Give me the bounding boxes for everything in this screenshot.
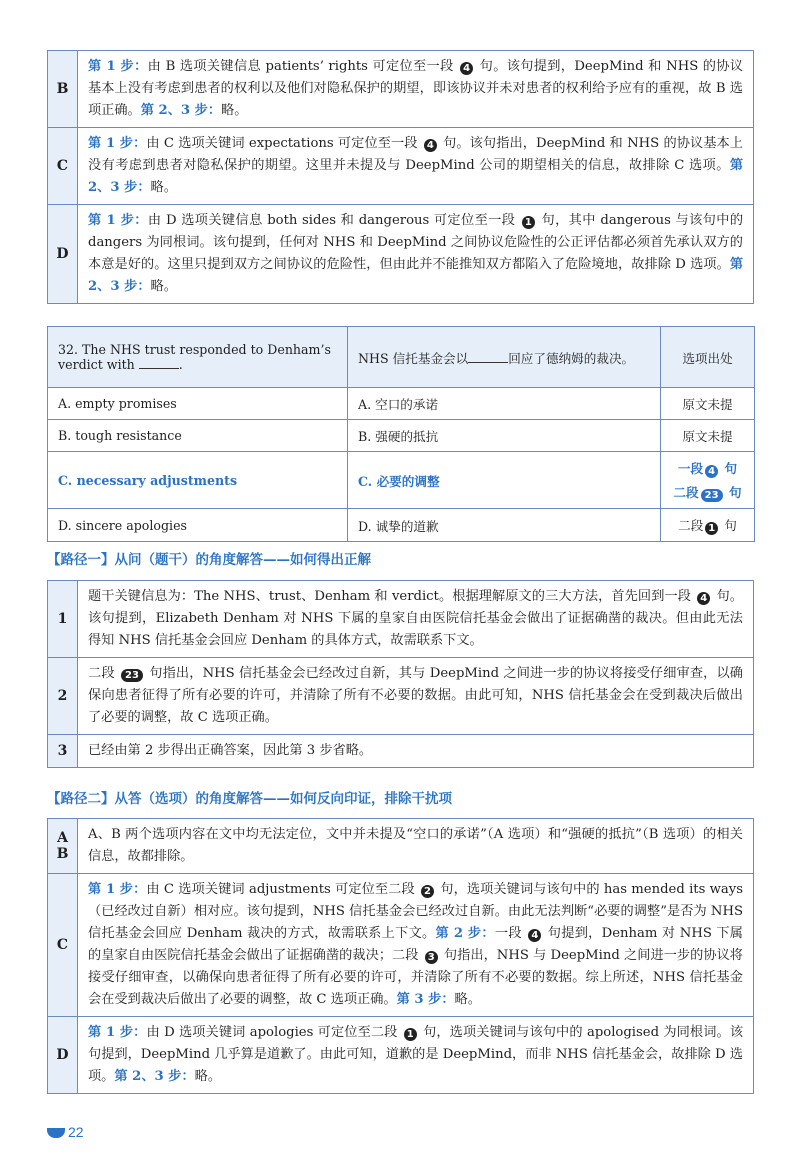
option-cn: A. 空口的承诺 — [348, 388, 661, 420]
row-text — [78, 1017, 754, 1094]
page-footer — [47, 1124, 84, 1140]
row-text — [78, 51, 754, 128]
text-run: 句，其中 dangerous 与该句中的 dangers 为同根词。该句提到，任何对 NHS 和 DeepMind 之间协议危险性的公正评估都必须首先承认双方的本意是好的。这里只提到双方之间协议的危险性，但由此并不能推知双方都陷入了危险境地，故排除 D 选项。 — [88, 213, 744, 272]
path1-heading: 【路径一】从问（题干）的角度解答——如何得出正解 — [47, 552, 371, 568]
option-source: 原文未提 — [661, 420, 755, 452]
option-row — [48, 420, 755, 452]
row-text — [78, 128, 754, 205]
option-cn: C. 必要的调整 — [348, 452, 661, 509]
text-run: 句指出，NHS 与 DeepMind 之间进一步的协议将接受仔细审查，以确保向患者征得了所有必要的许可，并清除了所有不必要的数据。综上所述，NHS 信托基金会在受到裁决后做出了必要的调整，故 C 选项正确。 — [88, 948, 743, 1007]
text-run: 略。 — [150, 180, 177, 195]
row-text — [78, 874, 754, 1017]
path2-table — [47, 818, 754, 1094]
circled-number-icon: 1 — [404, 1028, 417, 1041]
option-row — [48, 452, 755, 509]
text-run: 题干关键信息为：The NHS、trust、Denham 和 verdict。根据理解原文的三大方法，首先回到一段 — [88, 589, 696, 604]
text-run: 一段 — [494, 926, 527, 941]
row-text — [78, 658, 754, 735]
row-label: A B — [48, 819, 78, 874]
option-en: B. tough resistance — [48, 420, 348, 452]
text-run: 略。 — [194, 1069, 222, 1084]
option-source: 原文未提 — [661, 388, 755, 420]
path2-heading: 【路径二】从答（选项）的角度解答——如何反向印证，排除干扰项 — [47, 791, 452, 807]
analysis-row — [48, 658, 754, 735]
step-label: 第 2、3 步： — [140, 103, 222, 118]
text-run: 句，选项关键词与该句中的 apologised 为同根词。该句提到，DeepMind 几乎算是道歉了。由此可知，道歉的是 DeepMind，而非 NHS 信托基金会，故排除 D 选项。 — [88, 1025, 744, 1084]
source-line: 二段 23 句 — [673, 485, 742, 501]
text-run: 句，选项关键词与该句中的 has mended its ways（已经改过自新）相对应。该句提到，NHS 信托基金会已经改过自新。由此无法判断“必要的调整”是否为 NHS 信托基金会回应 Denham 裁决的方式，故需联系上下文。 — [88, 882, 744, 941]
row-label: 1 — [48, 581, 78, 658]
option-en: D. sincere apologies — [48, 509, 348, 542]
text-run: 句。该句提到，Elizabeth Denham 对 NHS 下属的皇家自由医院信托基金会做出了证据确凿的裁决。但由此无法得知 NHS 信托基金会回应 Denham 的具体方式，故需联系下文。 — [88, 589, 743, 648]
circled-number-icon: 23 — [121, 669, 143, 682]
circled-number-icon: 1 — [705, 522, 718, 535]
source-line: 一段 4 句 — [677, 461, 738, 477]
row-text — [78, 819, 754, 874]
analysis-row — [48, 128, 754, 205]
option-en: A. empty promises — [48, 388, 348, 420]
step-label: 第 1 步： — [88, 1025, 147, 1040]
row-text — [78, 735, 754, 768]
text-run: 句提到，Denham 对 NHS 下属的皇家自由医院信托基金会做出了证据确凿的裁决；二段 — [88, 926, 743, 963]
text-run: 句。该句提到，DeepMind 和 NHS 的协议基本上没有考虑到患者的权利以及他们对隐私保护的期望，即该协议并未对患者的权利给予应有的重视，故 B 选项正确。 — [88, 59, 744, 118]
option-row — [48, 388, 755, 420]
circled-number-icon: 3 — [425, 951, 438, 964]
text-run: 略。 — [454, 992, 481, 1007]
row-label: 3 — [48, 735, 78, 768]
question-32-table — [47, 326, 755, 542]
analysis-row — [48, 205, 754, 304]
circled-number-icon: 4 — [460, 62, 473, 75]
row-label: B — [48, 51, 78, 128]
row-text — [78, 581, 754, 658]
analysis-row — [48, 581, 754, 658]
step-label: 第 3 步： — [396, 992, 455, 1007]
row-label: D — [48, 205, 78, 304]
option-source — [661, 452, 755, 509]
option-cn: D. 诚挚的道歉 — [348, 509, 661, 542]
circled-number-icon: 2 — [421, 885, 434, 898]
text-run: A、B 两个选项内容在文中均无法定位，文中并未提及“空口的承诺”（A 选项）和“强硬的抵抗”（B 选项）的相关信息，故都排除。 — [88, 827, 743, 864]
analysis-row — [48, 874, 754, 1017]
text-run: 由 C 选项关键词 expectations 可定位至一段 — [146, 136, 422, 151]
text-run: 略。 — [150, 279, 177, 294]
step-label: 第 2 步： — [435, 926, 495, 941]
option-source: 二段 1 句 — [661, 509, 755, 542]
analysis-row — [48, 819, 754, 874]
text-run: 由 D 选项关键词 apologies 可定位至二段 — [146, 1025, 402, 1040]
analysis-row — [48, 1017, 754, 1094]
step-label: 第 1 步： — [88, 882, 147, 897]
circled-number-icon: 23 — [701, 489, 723, 502]
text-run: 由 C 选项关键词 adjustments 可定位至二段 — [146, 882, 420, 897]
step-label: 第 2、3 步： — [114, 1069, 195, 1084]
text-run: 句。该句指出，DeepMind 和 NHS 的协议基本上没有考虑到患者对隐私保护的期望。这里并未提及与 DeepMind 公司的期望相关的信息，故排除 C 选项。 — [88, 136, 743, 173]
text-run: 略。 — [221, 103, 248, 118]
top-analysis-table — [47, 50, 754, 304]
row-label: 2 — [48, 658, 78, 735]
row-label: C — [48, 874, 78, 1017]
page-number: 22 — [68, 1124, 84, 1140]
circled-number-icon: 4 — [705, 465, 718, 478]
question-header-row — [48, 327, 755, 388]
question-stem: 32. The NHS trust responded to Denham’s verdict with . — [48, 327, 348, 388]
circled-number-icon: 4 — [528, 929, 541, 942]
circled-number-icon: 4 — [697, 592, 710, 605]
path1-table — [47, 580, 754, 768]
book-icon — [47, 1128, 65, 1138]
circled-number-icon: 1 — [522, 216, 535, 229]
row-label: C — [48, 128, 78, 205]
circled-number-icon: 4 — [424, 139, 437, 152]
text-run: 由 D 选项关键信息 both sides 和 dangerous 可定位至一段 — [147, 213, 520, 228]
analysis-row — [48, 735, 754, 768]
option-row — [48, 509, 755, 542]
question-stem-cn: NHS 信托基金会以 回应了德纳姆的裁决。 — [348, 327, 661, 388]
row-label: D — [48, 1017, 78, 1094]
step-label: 第 1 步： — [88, 136, 147, 151]
option-cn: B. 强硬的抵抗 — [348, 420, 661, 452]
source-column-header: 选项出处 — [661, 327, 755, 388]
step-label: 第 1 步： — [88, 59, 148, 74]
text-run: 由 B 选项关键信息 patients’ rights 可定位至一段 — [147, 59, 459, 74]
option-en: C. necessary adjustments — [48, 452, 348, 509]
step-label: 第 1 步： — [88, 213, 148, 228]
row-text — [78, 205, 754, 304]
text-run: 二段 — [88, 666, 119, 681]
step-label: 第 2、3 步： — [88, 158, 743, 195]
step-label: 第 2、3 步： — [88, 257, 743, 294]
analysis-row — [48, 51, 754, 128]
text-run: 句指出，NHS 信托基金会已经改过自新，其与 DeepMind 之间进一步的协议将接受仔细审查，以确保向患者征得了所有必要的许可，并清除了所有不必要的数据。由此可知，NHS 信托基金会在受到裁决后做出了必要的调整，故 C 选项正确。 — [88, 666, 743, 725]
text-run: 已经由第 2 步得出正确答案，因此第 3 步省略。 — [88, 743, 373, 758]
